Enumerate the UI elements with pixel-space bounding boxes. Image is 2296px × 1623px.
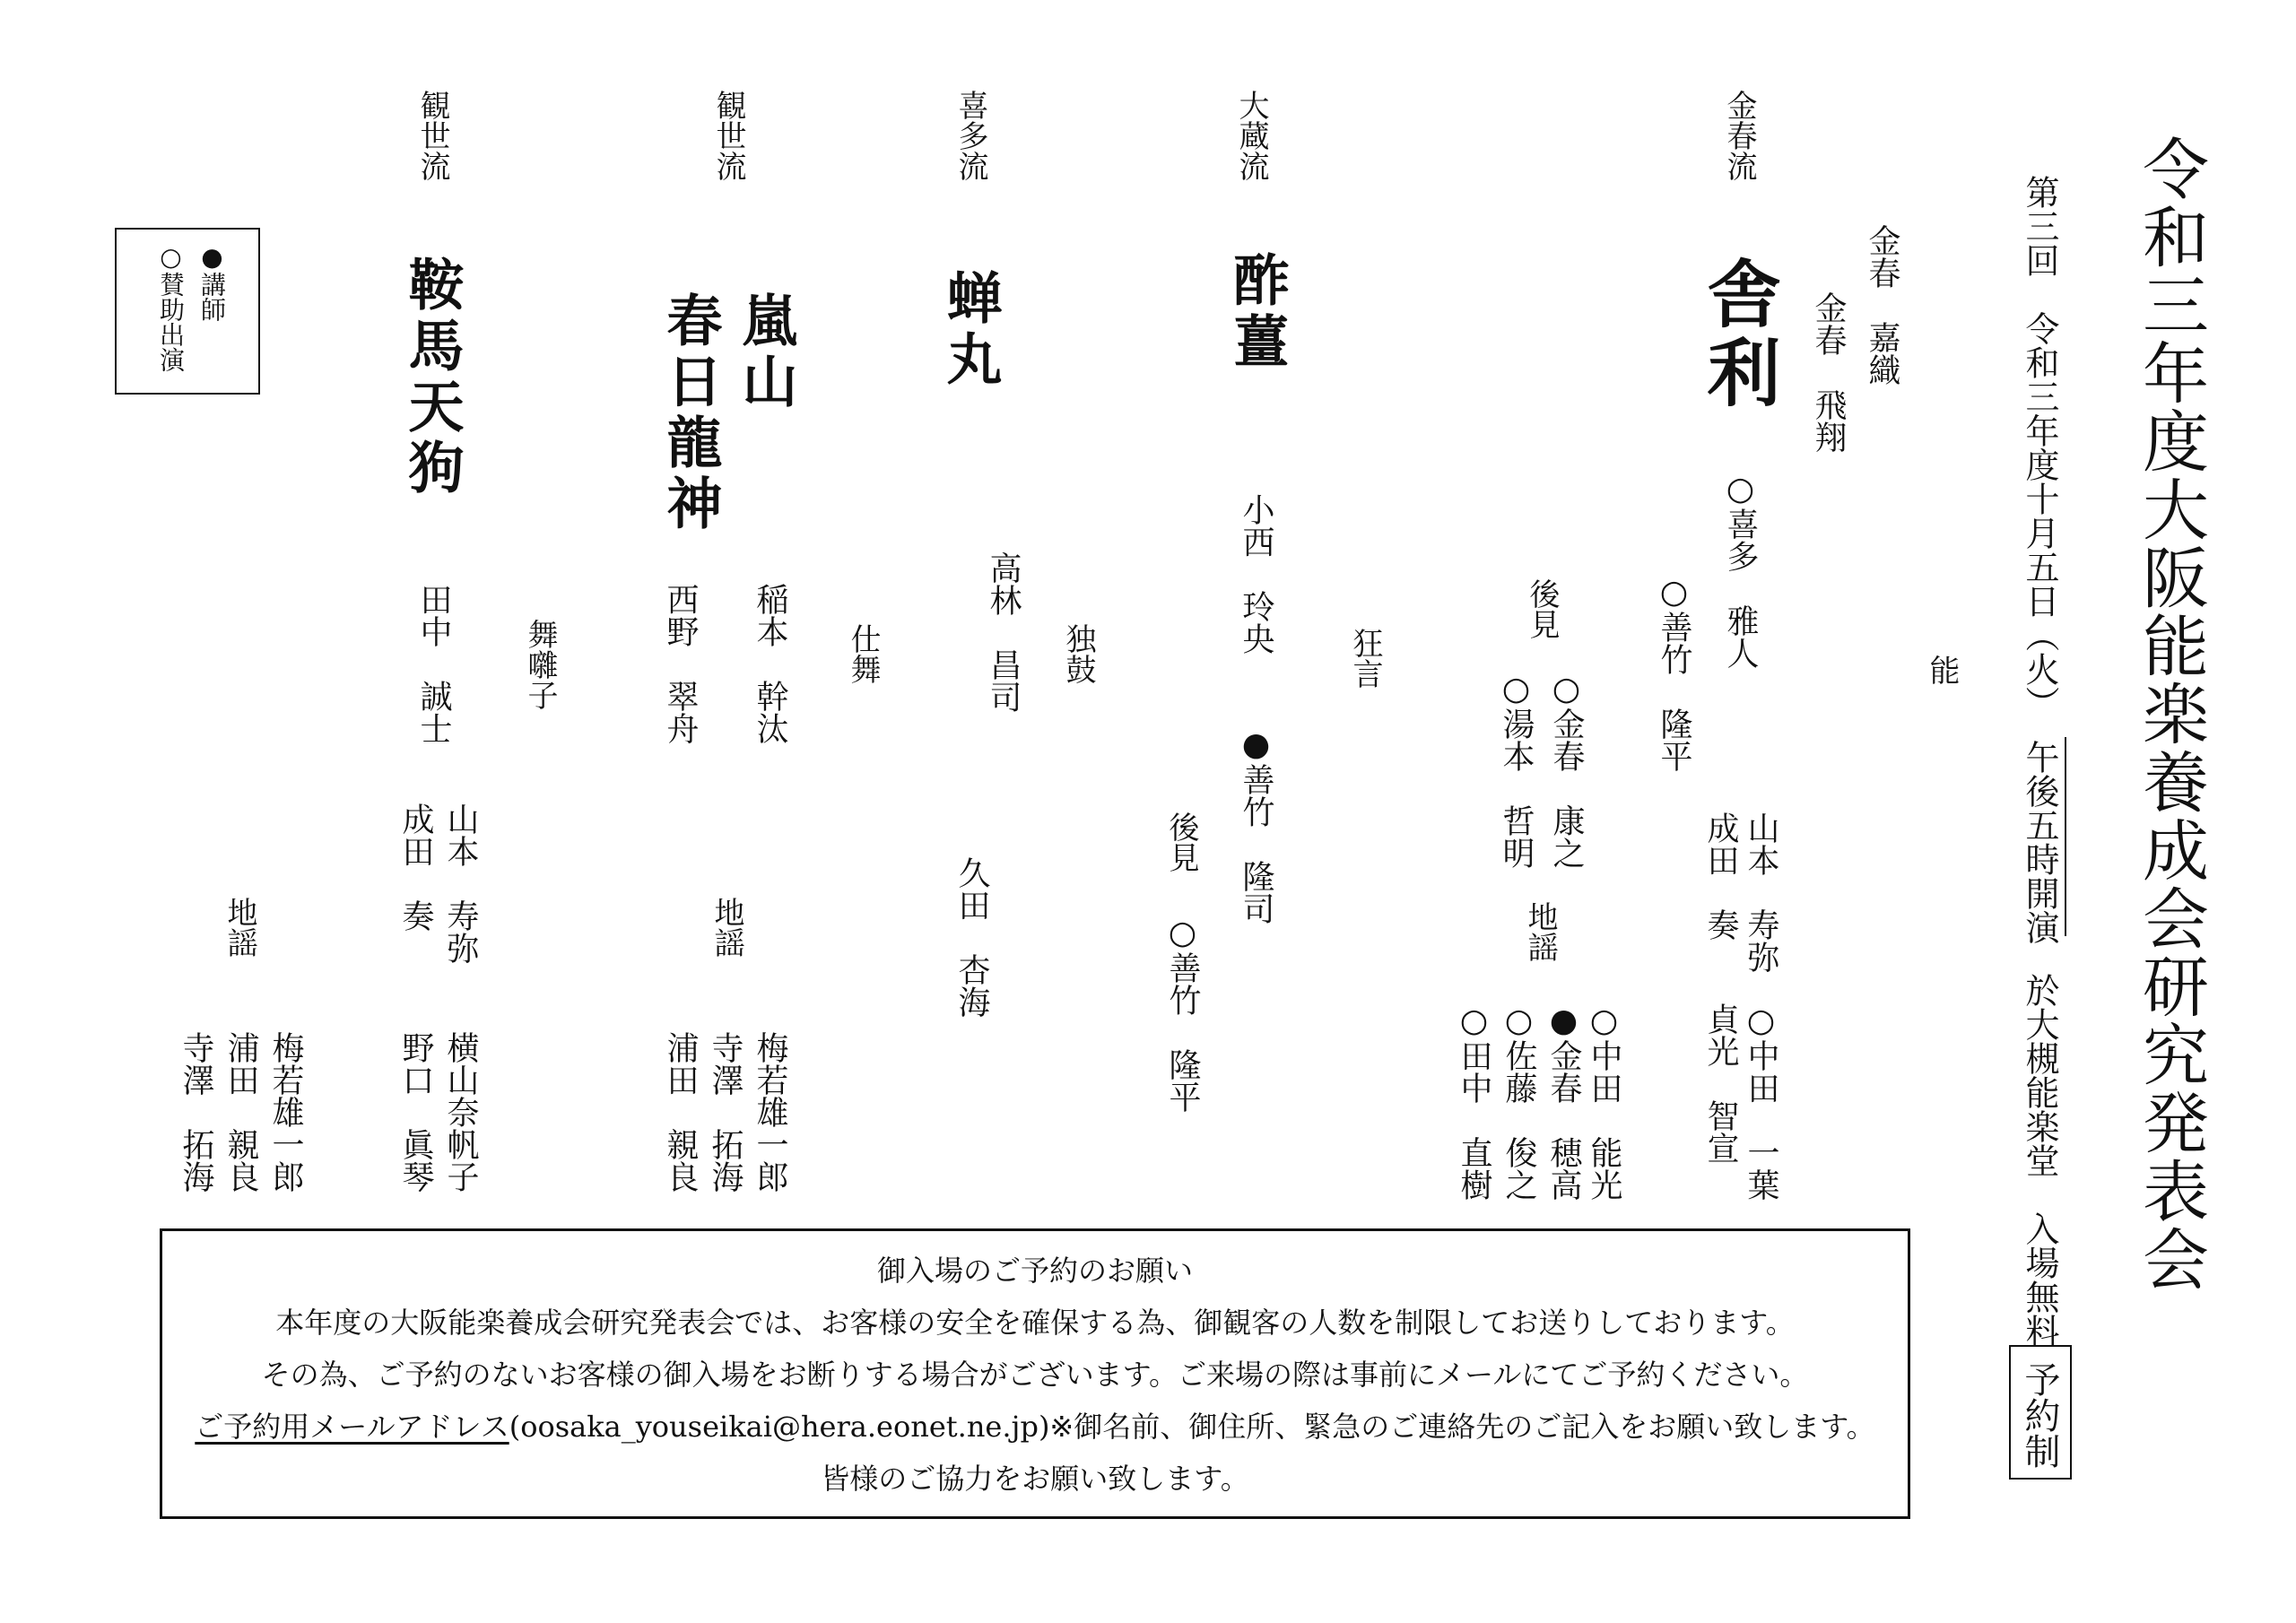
cast-member: ●善竹 隆司 (1238, 726, 1274, 924)
school-kanze: 観世流 (414, 90, 450, 181)
cast-member: 西野 翠舟 (662, 583, 699, 744)
notice-heading: 御入場のご予約のお願い (876, 1254, 1193, 1288)
hayashi-member: 野口 眞琴 (397, 1031, 434, 1193)
legend-lecturer: ●講師 (197, 242, 227, 322)
cast-member: 田中 誠士 (415, 583, 452, 744)
reservation-badge-label: 予約制 (2019, 1361, 2060, 1469)
jiutai-member: 浦田 親良 (222, 1031, 259, 1193)
koken-member: ○金春 康之 (1548, 671, 1585, 869)
hayashi-member: 成田 奏 (1702, 812, 1739, 941)
cast-member: 久田 杏海 (953, 856, 990, 1018)
school-konparu: 金春流 (1721, 90, 1757, 181)
category-shimai: 仕舞 (845, 623, 881, 684)
koken-member: ○湯本 哲明 (1498, 671, 1535, 869)
time-rule (2065, 737, 2066, 936)
hayashi-member: ○喜多 雅人 (1722, 471, 1759, 669)
koken-label: 後見 (1524, 578, 1560, 639)
school-kanze: 観世流 (710, 90, 746, 181)
cast-member: 稲本 幹汰 (752, 583, 788, 744)
play-title-kuramatengu: 鞍馬天狗 (399, 256, 465, 499)
jiutai-member: 梅若雄一郎 (267, 1031, 304, 1193)
mail-address-detail: (oosaka_youseikai@hera.eonet.ne.jp)※御名前、御住所、緊急のご連絡先のご記入をお願い致します。 (509, 1410, 1875, 1444)
school-kita: 喜多流 (952, 90, 988, 181)
jiutai-member: ●金春 穂高 (1545, 1002, 1582, 1201)
hayashi-member: 山本 寿弥 (1743, 812, 1779, 973)
legend-box (115, 228, 260, 395)
hayashi-member: 成田 奏 (397, 803, 434, 932)
category-kyogen: 狂言 (1347, 628, 1383, 689)
jiutai-label: 地謡 (709, 897, 744, 958)
play-title-suhajikami: 酢薑 (1224, 251, 1290, 373)
hayashi-member: 山本 寿弥 (442, 803, 479, 964)
play-title-kasugaryujin: 春日龍神 (657, 291, 723, 535)
jiutai-member: ○佐藤 俊之 (1500, 1002, 1537, 1201)
jiutai-member: ○中田 一葉 (1743, 1002, 1779, 1201)
jiutai-label: 地謡 (1522, 901, 1558, 962)
hayashi-member: 横山奈帆子 (442, 1031, 479, 1193)
hayashi-member: ○善竹 隆平 (1656, 574, 1692, 772)
jiutai-member: 浦田 親良 (662, 1031, 699, 1193)
koken-label: 後見 (1163, 812, 1199, 872)
notice-mail-line (162, 1410, 1908, 1444)
play-title-semimaru: 蝉丸 (937, 269, 1003, 391)
jiutai-member: ○中田 能光 (1586, 1002, 1622, 1201)
jiutai-member: 寺澤 拓海 (707, 1031, 744, 1193)
category-dokko: 独鼓 (1060, 623, 1096, 684)
page-title: 令和三年度大阪能楽養成会研究発表会 (2132, 135, 2209, 1293)
cast-member: 高林 昌司 (985, 551, 1022, 713)
notice-closing: 皆様のご協力をお願い致します。 (821, 1462, 1249, 1496)
play-title-arashiyama: 嵐山 (733, 291, 798, 413)
cast-member: 金春 飛翔 (1810, 291, 1847, 453)
koken-member: ○善竹 隆平 (1164, 915, 1201, 1113)
play-title-shari: 舎利 (1695, 256, 1781, 413)
notice-line: その為、ご予約のないお客様の御入場をお断りする場合がございます。ご来場の際は事前にメールにてご予約ください。 (261, 1358, 1809, 1392)
jiutai-member: 貞光 智宣 (1702, 1002, 1739, 1164)
jiutai-member: 梅若雄一郎 (752, 1031, 788, 1193)
cast-member: 小西 玲央 (1238, 493, 1274, 655)
category-noh: 能 (1924, 655, 1960, 685)
reservation-notice (160, 1228, 1910, 1519)
reservation-badge (2009, 1345, 2072, 1480)
jiutai-label: 地謡 (222, 897, 257, 958)
start-time: 午後五時開演 (2020, 740, 2059, 944)
notice-line: 本年度の大阪能楽養成会研究発表会では、お客様の安全を確保する為、御観客の人数を制限してお送りしております。 (275, 1306, 1795, 1340)
edition-date: 第三回 令和三年度十月五日（火） (2020, 175, 2059, 720)
category-maibayashi: 舞囃子 (522, 619, 558, 710)
school-okura: 大蔵流 (1233, 90, 1269, 181)
mail-address-label: ご予約用メールアドレス (195, 1410, 509, 1444)
cast-member: 金春 嘉織 (1864, 224, 1900, 386)
jiutai-member: 寺澤 拓海 (178, 1031, 214, 1193)
venue: 於大槻能楽堂 入場無料 (2020, 973, 2059, 1348)
jiutai-member: ○田中 直樹 (1456, 1002, 1492, 1201)
legend-guest: ○賛助出演 (156, 242, 186, 372)
